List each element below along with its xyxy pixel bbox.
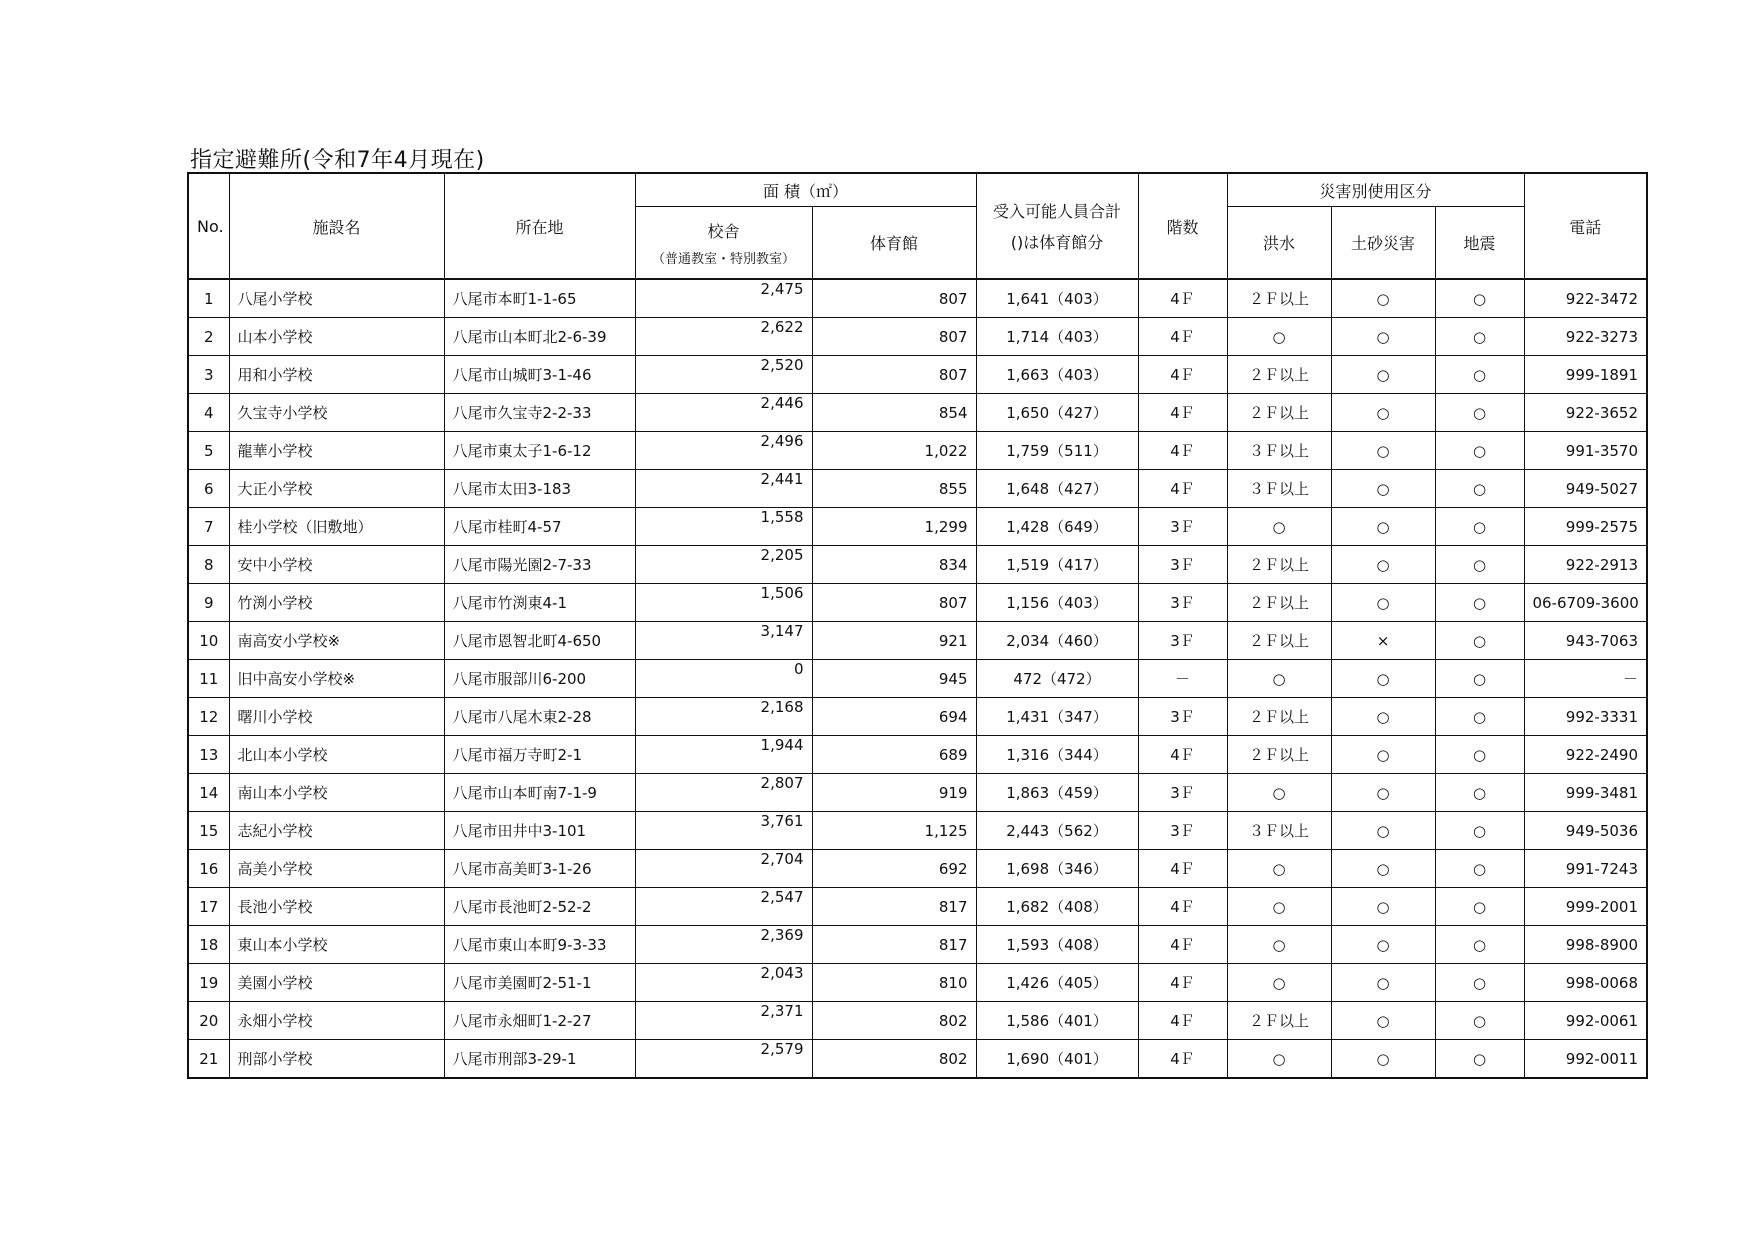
table-row [188, 1002, 1647, 1040]
cell-phone: 991-7243 [1524, 850, 1647, 888]
cell-no: 16 [188, 850, 229, 888]
cell-facility-name: 北山本小学校 [229, 736, 444, 774]
cell-landslide: ○ [1331, 584, 1435, 622]
cell-landslide: ○ [1331, 279, 1435, 318]
cell-phone: 06-6709-3600 [1524, 584, 1647, 622]
table-row [188, 279, 1647, 318]
cell-gym-area: 919 [812, 774, 976, 812]
cell-floors: 4Ｆ [1138, 1040, 1227, 1079]
cell-address: 八尾市東山本町9-3-33 [444, 926, 635, 964]
cell-landslide: ○ [1331, 698, 1435, 736]
header-school-note: （普通教室・特別教室） [651, 251, 795, 267]
cell-address: 八尾市八尾木東2-28 [444, 698, 635, 736]
cell-address: 八尾市陽光園2-7-33 [444, 546, 635, 584]
cell-school-area: 2,704 [635, 850, 812, 888]
cell-phone: 999-3481 [1524, 774, 1647, 812]
header-flood: 洪水 [1227, 207, 1331, 280]
cell-school-area: 1,506 [635, 584, 812, 622]
cell-earthquake: ○ [1435, 774, 1524, 812]
cell-school-area: 2,446 [635, 394, 812, 432]
cell-address: 八尾市桂町4-57 [444, 508, 635, 546]
cell-school-area: 2,371 [635, 1002, 812, 1040]
cell-phone: 949-5027 [1524, 470, 1647, 508]
cell-facility-name: 南山本小学校 [229, 774, 444, 812]
cell-landslide: ○ [1331, 812, 1435, 850]
table-row [188, 584, 1647, 622]
cell-landslide: ○ [1331, 850, 1435, 888]
cell-phone: 943-7063 [1524, 622, 1647, 660]
cell-facility-name: 志紀小学校 [229, 812, 444, 850]
cell-phone: 922-3472 [1524, 279, 1647, 318]
cell-school-area: 2,520 [635, 356, 812, 394]
cell-capacity: 1,682（408） [976, 888, 1138, 926]
cell-address: 八尾市恩智北町4-650 [444, 622, 635, 660]
cell-school-area: 0 [635, 660, 812, 698]
cell-capacity: 1,698（346） [976, 850, 1138, 888]
table-row [188, 394, 1647, 432]
cell-floors: 3Ｆ [1138, 622, 1227, 660]
cell-floors: 3Ｆ [1138, 774, 1227, 812]
cell-phone: 991-3570 [1524, 432, 1647, 470]
cell-facility-name: 大正小学校 [229, 470, 444, 508]
cell-floors: 3Ｆ [1138, 546, 1227, 584]
header-no: No. [188, 173, 229, 279]
cell-address: 八尾市永畑町1-2-27 [444, 1002, 635, 1040]
cell-school-area: 2,475 [635, 279, 812, 318]
cell-earthquake: ○ [1435, 584, 1524, 622]
cell-earthquake: ○ [1435, 1040, 1524, 1079]
cell-capacity: 1,316（344） [976, 736, 1138, 774]
cell-floors: － [1138, 660, 1227, 698]
cell-floors: 4Ｆ [1138, 964, 1227, 1002]
table-row [188, 888, 1647, 926]
cell-gym-area: 692 [812, 850, 976, 888]
cell-flood: ３Ｆ以上 [1227, 432, 1331, 470]
cell-no: 14 [188, 774, 229, 812]
table-row [188, 812, 1647, 850]
cell-gym-area: 817 [812, 926, 976, 964]
table-row [188, 660, 1647, 698]
cell-no: 7 [188, 508, 229, 546]
cell-landslide: ○ [1331, 318, 1435, 356]
cell-school-area: 2,622 [635, 318, 812, 356]
cell-floors: 4Ｆ [1138, 432, 1227, 470]
cell-facility-name: 安中小学校 [229, 546, 444, 584]
cell-capacity: 1,156（403） [976, 584, 1138, 622]
cell-gym-area: 807 [812, 584, 976, 622]
cell-flood: ２Ｆ以上 [1227, 622, 1331, 660]
header-address: 所在地 [444, 173, 635, 279]
cell-capacity: 1,648（427） [976, 470, 1138, 508]
cell-no: 2 [188, 318, 229, 356]
cell-address: 八尾市久宝寺2-2-33 [444, 394, 635, 432]
cell-phone: 922-2913 [1524, 546, 1647, 584]
cell-earthquake: ○ [1435, 470, 1524, 508]
cell-phone: 998-0068 [1524, 964, 1647, 1002]
cell-landslide: ○ [1331, 394, 1435, 432]
cell-landslide: ○ [1331, 888, 1435, 926]
cell-gym-area: 694 [812, 698, 976, 736]
header-landslide: 土砂災害 [1331, 207, 1435, 280]
cell-flood: ○ [1227, 318, 1331, 356]
cell-earthquake: ○ [1435, 736, 1524, 774]
table-row [188, 508, 1647, 546]
table-row [188, 926, 1647, 964]
cell-address: 八尾市高美町3-1-26 [444, 850, 635, 888]
cell-earthquake: ○ [1435, 660, 1524, 698]
cell-capacity: 1,690（401） [976, 1040, 1138, 1079]
cell-flood: ○ [1227, 660, 1331, 698]
cell-gym-area: 810 [812, 964, 976, 1002]
cell-school-area: 2,441 [635, 470, 812, 508]
cell-floors: 4Ｆ [1138, 394, 1227, 432]
cell-floors: 3Ｆ [1138, 584, 1227, 622]
cell-facility-name: 旧中高安小学校※ [229, 660, 444, 698]
cell-flood: ２Ｆ以上 [1227, 279, 1331, 318]
table-row [188, 850, 1647, 888]
cell-school-area: 2,579 [635, 1040, 812, 1079]
cell-flood: ３Ｆ以上 [1227, 470, 1331, 508]
cell-gym-area: 807 [812, 279, 976, 318]
cell-address: 八尾市田井中3-101 [444, 812, 635, 850]
table-row [188, 318, 1647, 356]
cell-gym-area: 807 [812, 318, 976, 356]
header-earthquake: 地震 [1435, 207, 1524, 280]
cell-capacity: 472（472） [976, 660, 1138, 698]
cell-landslide: ○ [1331, 964, 1435, 1002]
header-phone: 電話 [1524, 173, 1647, 279]
cell-flood: ○ [1227, 964, 1331, 1002]
cell-landslide: ○ [1331, 546, 1435, 584]
cell-school-area: 2,205 [635, 546, 812, 584]
shelter-table [187, 172, 1648, 1079]
cell-flood: ２Ｆ以上 [1227, 584, 1331, 622]
cell-phone: 998-8900 [1524, 926, 1647, 964]
cell-capacity: 1,593（408） [976, 926, 1138, 964]
cell-no: 11 [188, 660, 229, 698]
cell-facility-name: 長池小学校 [229, 888, 444, 926]
cell-address: 八尾市竹渕東4-1 [444, 584, 635, 622]
cell-gym-area: 802 [812, 1002, 976, 1040]
cell-capacity: 1,426（405） [976, 964, 1138, 1002]
cell-no: 10 [188, 622, 229, 660]
cell-flood: ２Ｆ以上 [1227, 394, 1331, 432]
cell-phone: 922-3652 [1524, 394, 1647, 432]
cell-earthquake: ○ [1435, 698, 1524, 736]
header-name: 施設名 [229, 173, 444, 279]
cell-gym-area: 834 [812, 546, 976, 584]
cell-gym-area: 807 [812, 356, 976, 394]
cell-school-area: 2,547 [635, 888, 812, 926]
cell-capacity: 1,650（427） [976, 394, 1138, 432]
cell-flood: ○ [1227, 774, 1331, 812]
cell-facility-name: 高美小学校 [229, 850, 444, 888]
cell-earthquake: ○ [1435, 318, 1524, 356]
cell-gym-area: 854 [812, 394, 976, 432]
cell-address: 八尾市太田3-183 [444, 470, 635, 508]
cell-capacity: 1,586（401） [976, 1002, 1138, 1040]
cell-no: 1 [188, 279, 229, 318]
header-floors: 階数 [1138, 173, 1227, 279]
cell-school-area: 1,558 [635, 508, 812, 546]
cell-address: 八尾市美園町2-51-1 [444, 964, 635, 1002]
table-row [188, 356, 1647, 394]
cell-flood: ○ [1227, 926, 1331, 964]
header-capacity-note: ()は体育館分 [1010, 233, 1104, 252]
cell-address: 八尾市長池町2-52-2 [444, 888, 635, 926]
cell-earthquake: ○ [1435, 812, 1524, 850]
cell-flood: ２Ｆ以上 [1227, 1002, 1331, 1040]
cell-facility-name: 竹渕小学校 [229, 584, 444, 622]
table-body [188, 279, 1647, 1078]
cell-school-area: 3,761 [635, 812, 812, 850]
cell-phone: 922-2490 [1524, 736, 1647, 774]
cell-landslide: ○ [1331, 432, 1435, 470]
cell-facility-name: 用和小学校 [229, 356, 444, 394]
cell-flood: ２Ｆ以上 [1227, 356, 1331, 394]
cell-phone: 992-0011 [1524, 1040, 1647, 1079]
header-gym: 体育館 [812, 207, 976, 280]
cell-earthquake: ○ [1435, 1002, 1524, 1040]
cell-facility-name: 曙川小学校 [229, 698, 444, 736]
table-row [188, 432, 1647, 470]
cell-no: 12 [188, 698, 229, 736]
header-school-label: 校舎 [707, 221, 740, 241]
cell-school-area: 2,496 [635, 432, 812, 470]
cell-capacity: 1,641（403） [976, 279, 1138, 318]
cell-facility-name: 山本小学校 [229, 318, 444, 356]
cell-earthquake: ○ [1435, 850, 1524, 888]
cell-landslide: ○ [1331, 660, 1435, 698]
header-area: 面 積（㎡） [635, 173, 976, 207]
cell-capacity: 1,863（459） [976, 774, 1138, 812]
cell-gym-area: 1,299 [812, 508, 976, 546]
cell-flood: ３Ｆ以上 [1227, 812, 1331, 850]
cell-facility-name: 八尾小学校 [229, 279, 444, 318]
table-row [188, 736, 1647, 774]
cell-landslide: ○ [1331, 356, 1435, 394]
cell-address: 八尾市福万寺町2-1 [444, 736, 635, 774]
cell-flood: ２Ｆ以上 [1227, 698, 1331, 736]
cell-school-area: 2,369 [635, 926, 812, 964]
cell-flood: ○ [1227, 508, 1331, 546]
cell-phone: 999-2001 [1524, 888, 1647, 926]
cell-earthquake: ○ [1435, 622, 1524, 660]
cell-capacity: 2,034（460） [976, 622, 1138, 660]
cell-floors: 3Ｆ [1138, 812, 1227, 850]
cell-phone: 949-5036 [1524, 812, 1647, 850]
cell-no: 8 [188, 546, 229, 584]
cell-facility-name: 永畑小学校 [229, 1002, 444, 1040]
cell-gym-area: 689 [812, 736, 976, 774]
table-row [188, 774, 1647, 812]
cell-floors: 3Ｆ [1138, 508, 1227, 546]
cell-landslide: ○ [1331, 1040, 1435, 1079]
table-row [188, 546, 1647, 584]
cell-no: 21 [188, 1040, 229, 1079]
cell-floors: 4Ｆ [1138, 279, 1227, 318]
cell-school-area: 2,043 [635, 964, 812, 1002]
cell-no: 5 [188, 432, 229, 470]
cell-flood: ２Ｆ以上 [1227, 546, 1331, 584]
cell-no: 9 [188, 584, 229, 622]
table-row [188, 622, 1647, 660]
cell-earthquake: ○ [1435, 888, 1524, 926]
cell-no: 18 [188, 926, 229, 964]
cell-flood: ○ [1227, 1040, 1331, 1079]
cell-capacity: 1,663（403） [976, 356, 1138, 394]
table-row [188, 964, 1647, 1002]
cell-capacity: 1,714（403） [976, 318, 1138, 356]
header-school [635, 207, 812, 280]
cell-no: 4 [188, 394, 229, 432]
cell-facility-name: 刑部小学校 [229, 1040, 444, 1079]
cell-no: 15 [188, 812, 229, 850]
cell-floors: 4Ｆ [1138, 926, 1227, 964]
cell-address: 八尾市東太子1-6-12 [444, 432, 635, 470]
document-title: 指定避難所(令和7年4月現在) [190, 148, 485, 173]
cell-earthquake: ○ [1435, 394, 1524, 432]
header-capacity-label: 受入可能人員合計 [992, 202, 1121, 221]
cell-gym-area: 802 [812, 1040, 976, 1079]
cell-phone: 922-3273 [1524, 318, 1647, 356]
cell-school-area: 1,944 [635, 736, 812, 774]
cell-landslide: ○ [1331, 774, 1435, 812]
cell-landslide: × [1331, 622, 1435, 660]
cell-gym-area: 945 [812, 660, 976, 698]
cell-gym-area: 921 [812, 622, 976, 660]
cell-floors: 4Ｆ [1138, 470, 1227, 508]
cell-no: 20 [188, 1002, 229, 1040]
cell-landslide: ○ [1331, 926, 1435, 964]
cell-earthquake: ○ [1435, 279, 1524, 318]
cell-address: 八尾市山城町3-1-46 [444, 356, 635, 394]
cell-landslide: ○ [1331, 736, 1435, 774]
cell-facility-name: 桂小学校（旧敷地） [229, 508, 444, 546]
cell-school-area: 2,168 [635, 698, 812, 736]
cell-floors: 4Ｆ [1138, 888, 1227, 926]
cell-facility-name: 南高安小学校※ [229, 622, 444, 660]
cell-address: 八尾市本町1-1-65 [444, 279, 635, 318]
cell-no: 6 [188, 470, 229, 508]
cell-school-area: 3,147 [635, 622, 812, 660]
cell-gym-area: 1,125 [812, 812, 976, 850]
cell-phone: － [1524, 660, 1647, 698]
table-row [188, 698, 1647, 736]
cell-school-area: 2,807 [635, 774, 812, 812]
cell-address: 八尾市山本町北2-6-39 [444, 318, 635, 356]
cell-capacity: 1,428（649） [976, 508, 1138, 546]
cell-flood: ２Ｆ以上 [1227, 736, 1331, 774]
cell-facility-name: 東山本小学校 [229, 926, 444, 964]
cell-floors: 4Ｆ [1138, 318, 1227, 356]
cell-flood: ○ [1227, 888, 1331, 926]
cell-earthquake: ○ [1435, 356, 1524, 394]
cell-floors: 4Ｆ [1138, 736, 1227, 774]
cell-facility-name: 久宝寺小学校 [229, 394, 444, 432]
cell-capacity: 1,759（511） [976, 432, 1138, 470]
cell-phone: 999-1891 [1524, 356, 1647, 394]
cell-phone: 992-3331 [1524, 698, 1647, 736]
cell-gym-area: 855 [812, 470, 976, 508]
cell-gym-area: 1,022 [812, 432, 976, 470]
cell-earthquake: ○ [1435, 432, 1524, 470]
table-row [188, 470, 1647, 508]
cell-earthquake: ○ [1435, 508, 1524, 546]
cell-phone: 999-2575 [1524, 508, 1647, 546]
cell-address: 八尾市刑部3-29-1 [444, 1040, 635, 1079]
cell-no: 3 [188, 356, 229, 394]
cell-phone: 992-0061 [1524, 1002, 1647, 1040]
cell-floors: 3Ｆ [1138, 698, 1227, 736]
cell-address: 八尾市服部川6-200 [444, 660, 635, 698]
cell-facility-name: 美園小学校 [229, 964, 444, 1002]
cell-earthquake: ○ [1435, 964, 1524, 1002]
cell-floors: 4Ｆ [1138, 356, 1227, 394]
cell-landslide: ○ [1331, 1002, 1435, 1040]
cell-facility-name: 龍華小学校 [229, 432, 444, 470]
header-capacity [976, 173, 1138, 279]
cell-landslide: ○ [1331, 470, 1435, 508]
cell-capacity: 1,519（417） [976, 546, 1138, 584]
cell-floors: 4Ｆ [1138, 1002, 1227, 1040]
cell-earthquake: ○ [1435, 926, 1524, 964]
cell-capacity: 2,443（562） [976, 812, 1138, 850]
cell-landslide: ○ [1331, 508, 1435, 546]
cell-capacity: 1,431（347） [976, 698, 1138, 736]
header-disaster: 災害別使用区分 [1227, 173, 1524, 207]
table-row [188, 1040, 1647, 1079]
cell-flood: ○ [1227, 850, 1331, 888]
cell-address: 八尾市山本町南7-1-9 [444, 774, 635, 812]
cell-floors: 4Ｆ [1138, 850, 1227, 888]
cell-earthquake: ○ [1435, 546, 1524, 584]
cell-no: 17 [188, 888, 229, 926]
cell-gym-area: 817 [812, 888, 976, 926]
cell-no: 19 [188, 964, 229, 1002]
cell-no: 13 [188, 736, 229, 774]
